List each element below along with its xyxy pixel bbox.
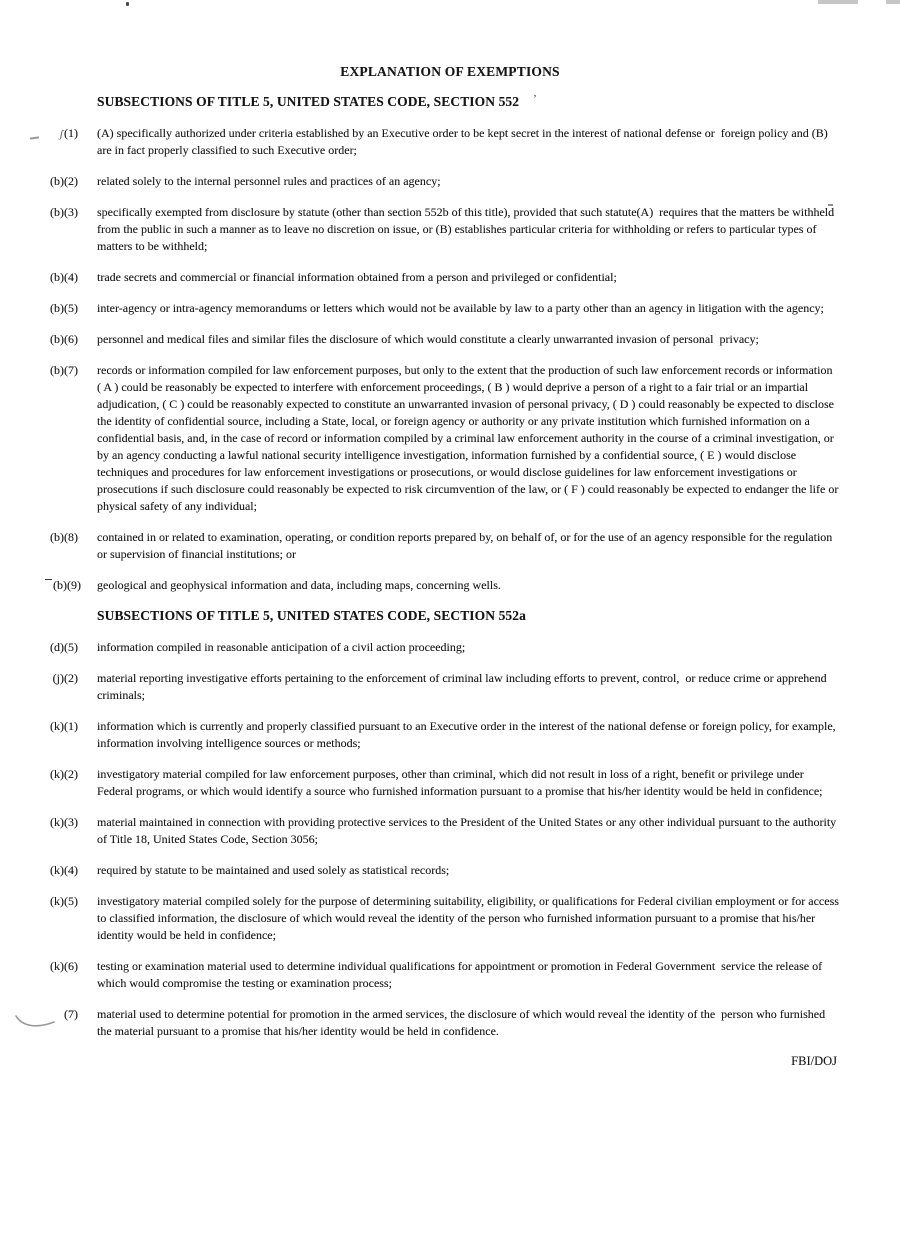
- scan-speck: [126, 2, 129, 6]
- item-label: (k)(2): [50, 767, 78, 781]
- item-text: (A) specifically authorized under criteria established by an Executive order to be kept secret in the interest of national defense or foreign policy and (B) are in fact properly classified to such Executive order;: [97, 126, 831, 157]
- exemption-item-k4: [0, 862, 900, 879]
- exemption-item-b5: [0, 300, 900, 317]
- item-text: specifically exempted from disclosure by statute (other than section 552b of this title), provided that such statute(A) requires that the matters be withheld from the public in such a manner as to leave no discretion on issue, or (B) establishes particular criteria for withholding or refers to particular types of matters to be withheld;: [97, 205, 838, 253]
- item-label: (b)(3): [50, 205, 78, 219]
- item-text: information compiled in reasonable anticipation of a civil action proceeding;: [97, 640, 466, 654]
- item-text: investigatory material compiled for law enforcement purposes, other than criminal, which did not result in loss of a right, benefit or privilege under Federal programs, or which would identify a source who furnished information pursuant to a promise that his/her identity would be held in confidence;: [97, 767, 823, 798]
- exemption-item-b1: [0, 125, 900, 159]
- item-label: (k)(4): [50, 863, 78, 877]
- stray-mark: [45, 579, 52, 580]
- page-title: EXPLANATION OF EXEMPTIONS: [340, 64, 560, 79]
- exemption-item-k5: [0, 893, 900, 944]
- item-label: (b)(2): [50, 174, 78, 188]
- exemption-item-k2: [0, 766, 900, 800]
- exemption-item-b8: [0, 529, 900, 563]
- item-label: (k)(6): [50, 959, 78, 973]
- item-text: information which is currently and properly classified pursuant to an Executive order in the interest of the national defense or foreign policy, for example, information involving intelligence sources or methods;: [97, 719, 839, 750]
- item-label: (k)(3): [50, 815, 78, 829]
- exemption-item-k3: [0, 814, 900, 848]
- exemption-item-b3: [0, 204, 900, 255]
- section-heading-552a: SUBSECTIONS OF TITLE 5, UNITED STATES CODE, SECTION 552a: [97, 608, 526, 623]
- item-label: (7): [64, 1007, 78, 1021]
- scan-artifact: [818, 0, 858, 4]
- item-text: material maintained in connection with providing protective services to the President of the United States or any other individual pursuant to the authority of Title 18, United States Code, Section 3056;: [97, 815, 840, 846]
- exemption-item-7: [0, 1006, 900, 1040]
- exemption-item-d5: [0, 639, 900, 656]
- item-text: contained in or related to examination, operating, or condition reports prepared by, on behalf of, or for the use of an agency responsible for the regulation or supervision of financial institutions; or: [97, 530, 836, 561]
- exemption-item-k1: [0, 718, 900, 752]
- item-label: [45, 125, 78, 159]
- exemption-item-j2: [0, 670, 900, 704]
- item-label: (k)(5): [50, 894, 78, 908]
- item-label-text: (1): [64, 126, 78, 140]
- stray-pen-mark: [14, 1013, 56, 1031]
- item-text: material used to determine potential for promotion in the armed services, the disclosure of which would reveal the identity of the person who furnished the material pursuant to a promise that his/her identity would be held in confidence.: [97, 1007, 829, 1038]
- item-text: inter-agency or intra-agency memorandums or letters which would not be available by law to a party other than an agency in litigation with the agency;: [97, 301, 824, 315]
- footer-agency-tag: FBI/DOJ: [791, 1054, 837, 1068]
- item-text: trade secrets and commercial or financial information obtained from a person and privileged or confidential;: [97, 270, 617, 284]
- item-label: (j)(2): [52, 671, 78, 685]
- item-label: (k)(1): [50, 719, 78, 733]
- item-text: records or information compiled for law enforcement purposes, but only to the extent that the production of such law enforcement records or information ( A ) could be reasonably be expected to interfere with enforcement proceedings, ( B ) would deprive a person of a right to a fair trial or an impartial adjudication, ( C ) could be reasonably expected to constitute an unwarranted invasion of personal privacy, ( D ) could reasonably be expected to disclose the identity of confidential source, including a State, local, or foreign agency or authority or any private institution which furnished information on a confidential basis, and, in the case of record or information compiled by a criminal law enforcement authority in the course of a criminal investigation, or by an agency conducting a lawful national security intelligence investigation, information furnished by a confidential source, ( E ) would disclose techniques and procedures for law enforcement investigations or prosecutions, or would disclose guidelines for law enforcement investigations or prosecutions if such disclosure could reasonably be expected to risk circumvention of the law, or ( F ) could reasonably be expected to endanger the life or physical safety of any individual;: [97, 363, 842, 513]
- item-text: required by statute to be maintained and used solely as statistical records;: [97, 863, 450, 877]
- item-label: (b)(5): [50, 301, 78, 315]
- exemption-item-b2: [0, 173, 900, 190]
- section-heading-552: [97, 93, 900, 110]
- exemption-item-b9: [0, 577, 900, 594]
- item-text: geological and geophysical information and data, including maps, concerning wells.: [97, 578, 501, 592]
- item-text: testing or examination material used to determine individual qualifications for appointment or promotion in Federal Government service the release of which would compromise the testing or examination process;: [97, 959, 826, 990]
- item-label-text: (b)(9): [53, 578, 81, 592]
- item-label: (b)(8): [50, 530, 78, 544]
- scan-tick: ’: [533, 93, 537, 105]
- item-label: (b)(6): [50, 332, 78, 346]
- item-label: (d)(5): [50, 640, 78, 654]
- exemption-list-552a: [0, 639, 900, 1040]
- section-heading-text: SUBSECTIONS OF TITLE 5, UNITED STATES CODE, SECTION 552: [97, 94, 520, 109]
- item-text: personnel and medical files and similar files the disclosure of which would constitute a clearly unwarranted invasion of personal privacy;: [97, 332, 759, 346]
- exemption-item-b7: [0, 362, 900, 515]
- item-label: (b)(4): [50, 270, 78, 284]
- item-text: material reporting investigative efforts pertaining to the enforcement of criminal law including efforts to prevent, control, or reduce crime or apprehend criminals;: [97, 671, 830, 702]
- scan-speck: [30, 136, 39, 139]
- item-label: [45, 577, 81, 594]
- exemption-item-b6: [0, 331, 900, 348]
- exemption-item-b4: [0, 269, 900, 286]
- stray-mark: ʃ: [59, 128, 63, 140]
- item-text: related solely to the internal personnel rules and practices of an agency;: [97, 174, 441, 188]
- item-text: investigatory material compiled solely for the purpose of determining suitability, eligibility, or qualifications for Federal civilian employment or for access to classified information, the disclosure of which would reveal the identity of the person who furnished information pursuant to a promise that his/her identity would be held in confidence;: [97, 894, 842, 942]
- exemption-item-k6: [0, 958, 900, 992]
- scan-artifact: [886, 0, 900, 4]
- exemption-list-552: [0, 125, 900, 594]
- item-label: (b)(7): [50, 363, 78, 377]
